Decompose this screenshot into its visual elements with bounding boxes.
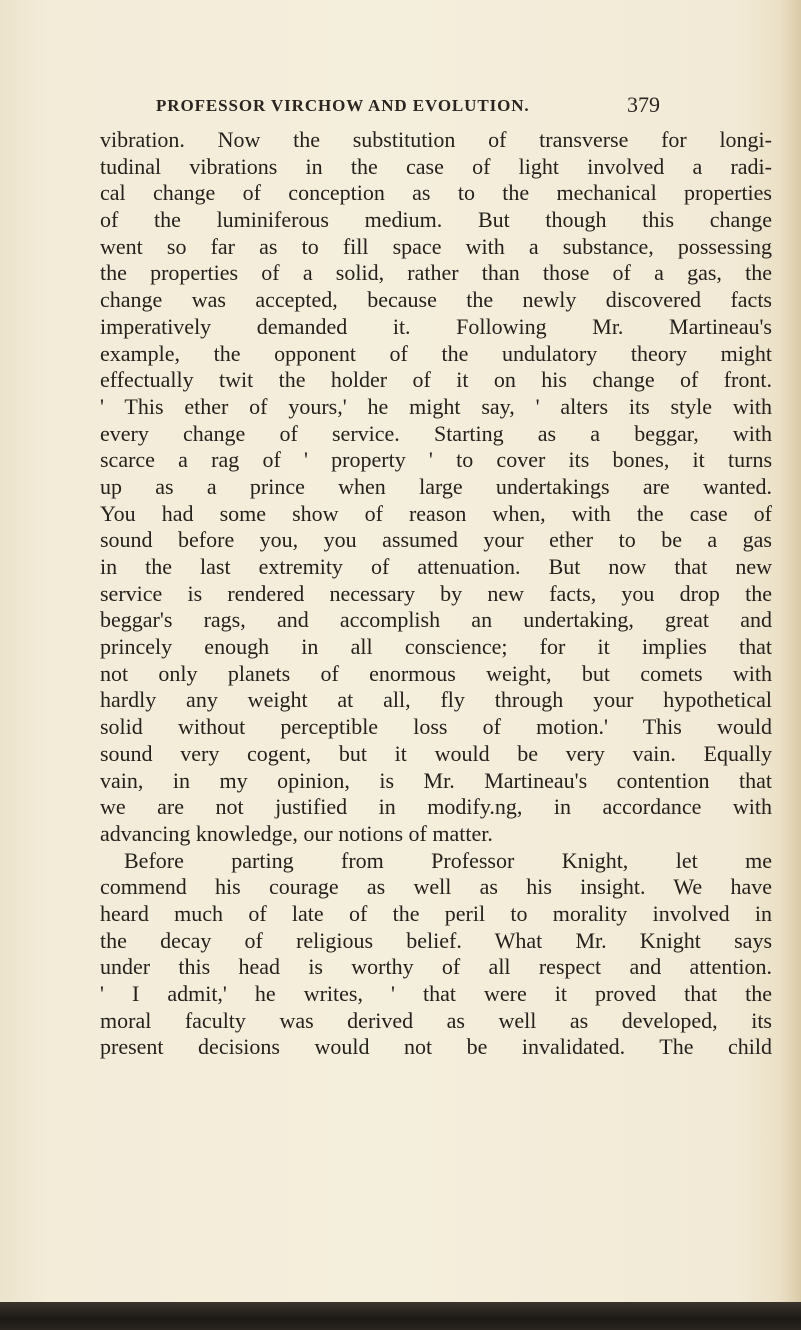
- text-line: scarce a rag of ' property ' to cover its bones, it turns: [100, 447, 772, 473]
- running-title: PROFESSOR VIRCHOW AND EVOLUTION.: [156, 96, 530, 115]
- text-line: of the luminiferous medium. But though this change: [100, 207, 772, 233]
- text-line: vain, in my opinion, is Mr. Martineau's contention that: [100, 767, 772, 793]
- text-line: in the last extremity of attenuation. But now that new: [100, 554, 772, 579]
- text-line: the decay of religious belief. What Mr. Knight says: [100, 927, 772, 953]
- text-line: solid without perceptible loss of motion.' This would: [100, 714, 772, 740]
- text-line: went so far as to fill space with a substance, possessing: [100, 233, 772, 259]
- text-line: ' This ether of yours,' he might say, ' alters its style with: [100, 393, 772, 419]
- text-line: imperatively demanded it. Following Mr. Martineau's: [100, 313, 772, 339]
- text-line: heard much of late of the peril to morality involved in: [100, 900, 772, 926]
- text-line: Before parting from Professor Knight, let me: [124, 847, 772, 873]
- text-line: service is rendered necessary by new facts, you drop the: [100, 580, 772, 606]
- text-line: cal change of conception as to the mechanical properties: [100, 180, 772, 206]
- text-line: hardly any weight at all, fly through your hypothetical: [100, 687, 772, 713]
- text-line: sound very cogent, but it would be very vain. Equally: [100, 740, 772, 766]
- scan-bottom-edge: [0, 1302, 801, 1330]
- text-line: moral faculty was derived as well as developed, its: [100, 1007, 772, 1033]
- text-line: present decisions would not be invalidated. The child: [100, 1034, 772, 1060]
- page-number: 379: [627, 92, 660, 117]
- text-line: under this head is worthy of all respect and attention.: [100, 954, 772, 980]
- text-line: every change of service. Starting as a beggar, with: [100, 420, 772, 446]
- text-line: ' I admit,' he writes, ' that were it proved that the: [100, 981, 772, 1006]
- text-line: we are not justified in modify.ng, in accordance with: [100, 794, 772, 820]
- page-header: [140, 92, 660, 122]
- text-line: up as a prince when large undertakings are wanted.: [100, 473, 772, 499]
- text-line: vibration. Now the substitution of transverse for longi-: [100, 127, 772, 152]
- page-edge-shadow: [779, 0, 801, 1330]
- text-line: change was accepted, because the newly discovered facts: [100, 287, 772, 313]
- text-line: example, the opponent of the undulatory theory might: [100, 340, 772, 366]
- text-line: tudinal vibrations in the case of light involved a radi-: [100, 153, 772, 179]
- text-line: commend his courage as well as his insight. We have: [100, 874, 772, 900]
- text-line: sound before you, you assumed your ether to be a gas: [100, 527, 772, 553]
- text-line: advancing knowledge, our notions of matter.: [100, 820, 493, 846]
- text-line: beggar's rags, and accomplish an undertaking, great and: [100, 607, 772, 633]
- text-line: princely enough in all conscience; for it implies that: [100, 634, 772, 660]
- body-text: [100, 127, 772, 1061]
- text-line: the properties of a solid, rather than those of a gas, the: [100, 260, 772, 286]
- text-line: You had some show of reason when, with the case of: [100, 500, 772, 526]
- text-line: effectually twit the holder of it on his change of front.: [100, 367, 772, 393]
- text-line: not only planets of enormous weight, but comets with: [100, 660, 772, 686]
